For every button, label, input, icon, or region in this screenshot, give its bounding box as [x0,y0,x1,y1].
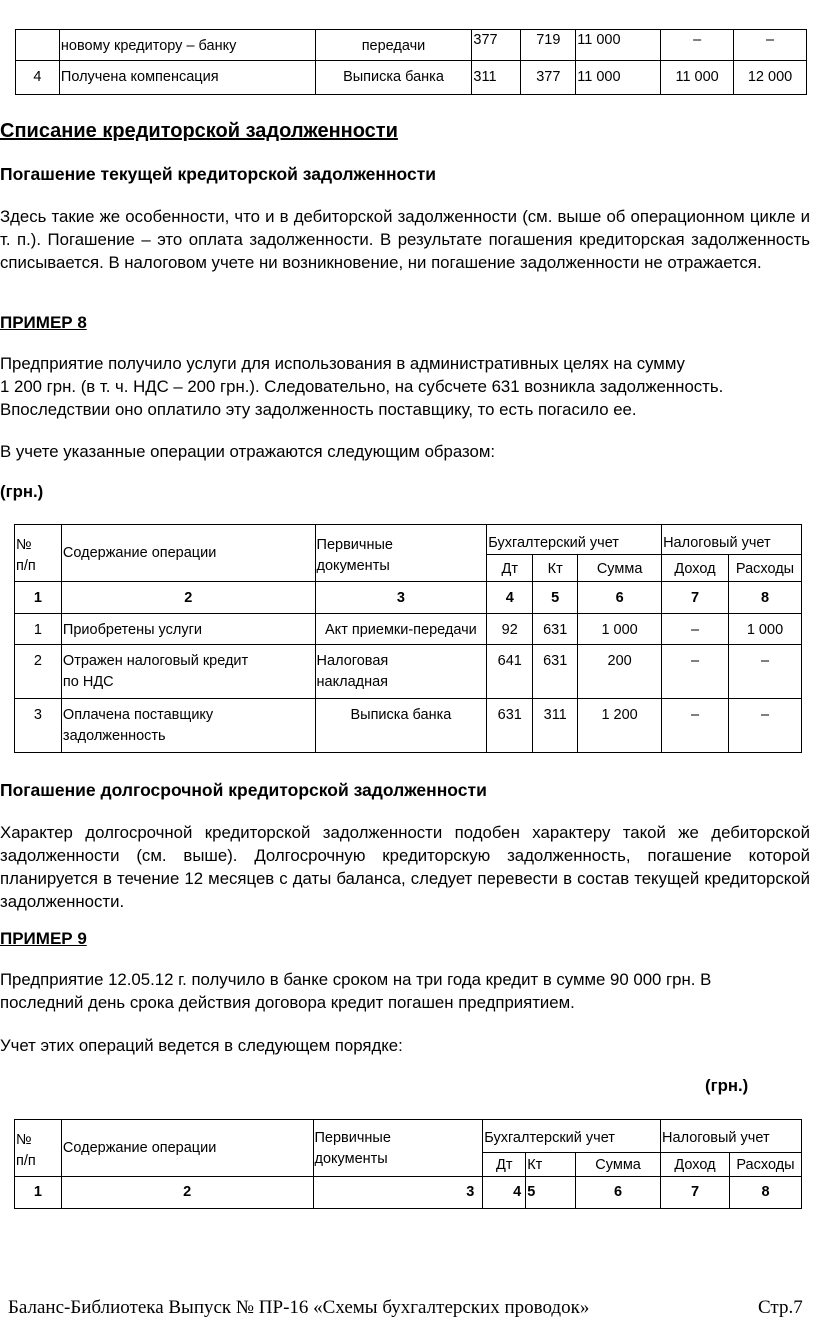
header-expense: Расходы [728,555,801,582]
table-row [15,699,802,753]
cell-sum: 11 000 [576,61,661,95]
header-num-a: № [16,537,32,553]
cell-debit: 631 [487,699,533,753]
cell-expense: 1 000 [728,614,801,645]
index-cell: 7 [661,1177,730,1209]
paragraph-current: Здесь такие же особенности, что и в дебиторской задолженности (см. выше об операционном цикле и т. п.). Погашение – это оплата задолженности. В результате погашения кредиторская задолженность списывается. В налоговом учете ни возникновение, ни погашение задолженности не отражается. [0,207,810,272]
cell-document: передачи [315,30,472,61]
cell-operation-line-1: Отражен налоговый кредит [62,653,249,669]
table-index-row [15,1177,802,1209]
header-debit: Дт [483,1153,526,1177]
table-row [15,614,802,645]
cell-income: 11 000 [661,61,734,95]
example-9-line-2: последний день срока действия договора кредит погашен предприятием. [0,993,575,1012]
header-sum: Сумма [576,1153,661,1177]
cell-expense: – [734,30,807,61]
header-tax: Налоговый учет [662,525,802,555]
header-credit: Кт [533,555,578,582]
cell-income: – [661,30,734,61]
cell-credit: 719 [521,30,576,61]
index-cell: 6 [576,1177,661,1209]
footer-text: Баланс-Библиотека Выпуск № ПР-16 «Схемы бухгалтерских проводок» [8,1297,590,1318]
top-table [15,29,807,95]
cell-sum: 1 000 [578,614,662,645]
cell-num: 4 [16,61,60,95]
example-9-unit: (грн.) [705,1076,749,1095]
cell-debit: 92 [487,614,533,645]
cell-document: Акт приемки-передачи [315,614,487,645]
index-cell: 3 [313,1177,483,1209]
table-row [15,645,802,699]
index-cell: 6 [578,582,662,614]
subsection-title-longterm: Погашение долгосрочной кредиторской задолженности [0,780,487,800]
paragraph-longterm: Характер долгосрочной кредиторской задолженности подобен характеру такой же дебиторской задолженности (см. выше). Долгосрочную кредиторскую задолженность, погашение которой планируется в течение 12 месяцев с даты баланса, следует перевести в состав текущей кредиторской задолженности. [0,823,810,911]
example-8-title: ПРИМЕР 8 [0,313,87,332]
cell-income: – [662,614,729,645]
index-cell: 1 [15,582,62,614]
cell-operation [61,699,315,753]
header-num-b: п/п [16,558,36,574]
header-income: Доход [662,555,729,582]
cell-income: – [662,699,729,753]
cell-sum: 11 000 [576,30,661,61]
example-9-line-1: Предприятие 12.05.12 г. получило в банке сроком на три года кредит в сумме 90 000 грн. В [0,970,712,989]
cell-sum: 200 [578,645,662,699]
page-number: Стр.7 [758,1297,803,1318]
example-9-note: Учет этих операций ведется в следующем порядке: [0,1036,403,1055]
cell-credit: 631 [533,645,578,699]
index-cell: 8 [729,1177,801,1209]
cell-document: Выписка банка [315,61,472,95]
example-8-line-2: 1 200 грн. (в т. ч. НДС – 200 грн.). Следовательно, на субсчете 631 возникла задолженность. [0,377,724,396]
header-documents-a: Первичные [316,537,393,553]
table-example-8 [14,524,802,753]
cell-num: 1 [15,614,62,645]
header-documents-b: документы [314,1151,388,1167]
cell-operation [61,645,315,699]
header-tax: Налоговый учет [661,1120,802,1153]
cell-expense: – [728,699,801,753]
table-example-9 [14,1119,802,1209]
header-num-a: № [16,1132,32,1148]
header-debit: Дт [487,555,533,582]
header-credit: Кт [526,1153,576,1177]
index-cell: 2 [61,1177,313,1209]
header-operation: Содержание операции [61,525,315,582]
header-num-b: п/п [16,1153,36,1169]
header-accounting: Бухгалтерский учет [487,525,662,555]
index-cell: 8 [728,582,801,614]
cell-operation: Приобретены услуги [61,614,315,645]
cell-expense: – [728,645,801,699]
example-8-line-1: Предприятие получило услуги для использования в административных целях на сумму [0,354,685,373]
table-row [16,61,807,95]
cell-credit: 311 [533,699,578,753]
cell-income: – [662,645,729,699]
example-9-title: ПРИМЕР 9 [0,929,87,948]
header-expense: Расходы [729,1153,801,1177]
header-documents [313,1120,483,1177]
header-operation: Содержание операции [61,1120,313,1177]
header-num [15,525,62,582]
cell-debit: 377 [472,30,521,61]
header-income: Доход [661,1153,730,1177]
index-cell: 3 [315,582,487,614]
header-accounting: Бухгалтерский учет [483,1120,661,1153]
cell-num: 3 [15,699,62,753]
section-title: Списание кредиторской задолженности [0,120,398,142]
index-cell: 7 [662,582,729,614]
cell-document-line-2: накладная [316,674,389,690]
index-cell: 5 [526,1177,576,1209]
header-documents-a: Первичные [314,1130,391,1146]
example-8-unit: (грн.) [0,482,44,501]
header-documents [315,525,487,582]
cell-expense: 12 000 [734,61,807,95]
header-documents-b: документы [316,558,390,574]
cell-operation-line-2: по НДС [62,674,114,690]
cell-credit: 631 [533,614,578,645]
cell-operation-line-2: задолженность [62,728,166,744]
table-header-row [15,525,802,555]
cell-operation: новому кредитору – банку [59,30,315,61]
index-cell: 5 [533,582,578,614]
cell-operation-line-1: Оплачена поставщику [62,707,214,723]
cell-operation: Получена компенсация [59,61,315,95]
index-cell: 4 [487,582,533,614]
table-row [16,30,807,61]
index-cell: 1 [15,1177,62,1209]
index-cell: 2 [61,582,315,614]
cell-sum: 1 200 [578,699,662,753]
header-num [15,1120,62,1177]
subsection-title-current: Погашение текущей кредиторской задолженности [0,164,437,184]
cell-debit: 641 [487,645,533,699]
cell-num: 2 [15,645,62,699]
cell-debit: 311 [472,61,521,95]
table-header-row [15,1120,802,1153]
example-8-line-3: Впоследствии оно оплатило эту задолженность поставщику, то есть погасило ее. [0,400,637,419]
cell-document: Выписка банка [315,699,487,753]
index-cell: 4 [483,1177,526,1209]
cell-document [315,645,487,699]
cell-document-line-1: Налоговая [316,653,389,669]
cell-num [16,30,60,61]
header-sum: Сумма [578,555,662,582]
example-8-note: В учете указанные операции отражаются следующим образом: [0,442,496,461]
cell-credit: 377 [521,61,576,95]
table-index-row [15,582,802,614]
